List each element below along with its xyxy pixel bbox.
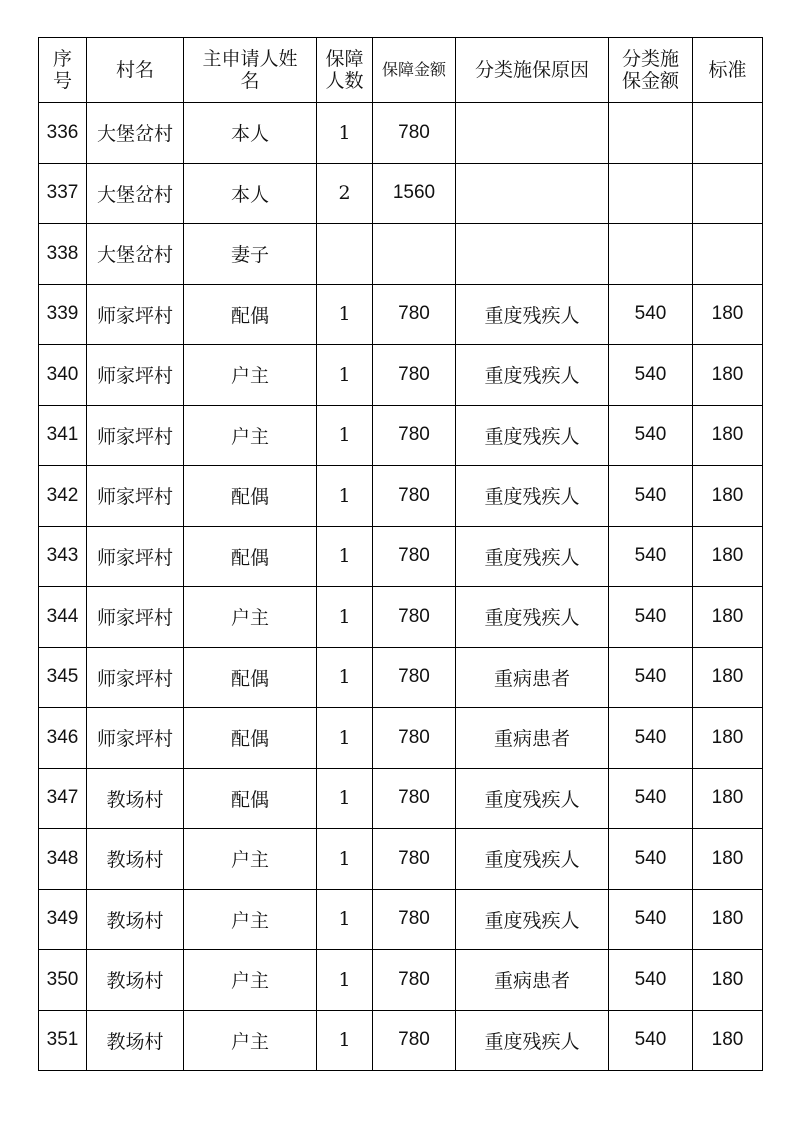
cell-applicant: 配偶 — [184, 708, 317, 769]
header-seq: 序号 — [39, 38, 87, 103]
table-row — [39, 466, 763, 527]
cell-seq: 340 — [39, 345, 87, 406]
table-row — [39, 1010, 763, 1071]
cell-reason: 重病患者 — [456, 708, 609, 769]
cell-class-amount: 540 — [609, 345, 693, 406]
cell-village: 教场村 — [87, 1010, 184, 1071]
cell-applicant: 妻子 — [184, 224, 317, 285]
cell-class-amount — [609, 224, 693, 285]
cell-applicant: 配偶 — [184, 768, 317, 829]
cell-class-amount — [609, 103, 693, 164]
cell-persons: 1 — [317, 950, 373, 1011]
table-row — [39, 708, 763, 769]
cell-standard: 180 — [693, 587, 763, 648]
table-row — [39, 405, 763, 466]
cell-seq: 345 — [39, 647, 87, 708]
cell-persons — [317, 224, 373, 285]
cell-standard — [693, 103, 763, 164]
table-row — [39, 950, 763, 1011]
cell-applicant: 户主 — [184, 587, 317, 648]
cell-village: 教场村 — [87, 829, 184, 890]
cell-persons: 1 — [317, 708, 373, 769]
cell-persons: 1 — [317, 466, 373, 527]
cell-applicant: 配偶 — [184, 526, 317, 587]
cell-standard: 180 — [693, 768, 763, 829]
cell-persons: 1 — [317, 768, 373, 829]
table-row — [39, 345, 763, 406]
cell-seq: 337 — [39, 163, 87, 224]
cell-seq: 339 — [39, 284, 87, 345]
cell-standard: 180 — [693, 950, 763, 1011]
cell-amount: 780 — [373, 1010, 456, 1071]
cell-applicant: 本人 — [184, 103, 317, 164]
cell-class-amount: 540 — [609, 587, 693, 648]
cell-applicant: 配偶 — [184, 647, 317, 708]
cell-seq: 346 — [39, 708, 87, 769]
cell-standard: 180 — [693, 526, 763, 587]
cell-class-amount: 540 — [609, 768, 693, 829]
header-village: 村名 — [87, 38, 184, 103]
cell-standard: 180 — [693, 829, 763, 890]
cell-persons: 1 — [317, 345, 373, 406]
cell-village: 师家坪村 — [87, 405, 184, 466]
cell-applicant: 户主 — [184, 405, 317, 466]
cell-class-amount: 540 — [609, 1010, 693, 1071]
cell-persons: 1 — [317, 1010, 373, 1071]
cell-village: 师家坪村 — [87, 708, 184, 769]
cell-seq: 341 — [39, 405, 87, 466]
cell-reason: 重度残疾人 — [456, 526, 609, 587]
header-reason: 分类施保原因 — [456, 38, 609, 103]
table-row — [39, 224, 763, 285]
cell-persons: 1 — [317, 405, 373, 466]
cell-applicant: 配偶 — [184, 284, 317, 345]
cell-seq: 338 — [39, 224, 87, 285]
cell-village: 师家坪村 — [87, 526, 184, 587]
subsidy-table — [38, 37, 763, 1071]
table-row — [39, 829, 763, 890]
cell-applicant: 本人 — [184, 163, 317, 224]
cell-amount: 780 — [373, 708, 456, 769]
cell-class-amount: 540 — [609, 284, 693, 345]
cell-applicant: 户主 — [184, 950, 317, 1011]
header-standard: 标准 — [693, 38, 763, 103]
table-row — [39, 587, 763, 648]
cell-persons: 1 — [317, 284, 373, 345]
cell-persons: 1 — [317, 829, 373, 890]
cell-amount: 780 — [373, 345, 456, 406]
cell-amount: 780 — [373, 889, 456, 950]
cell-class-amount: 540 — [609, 950, 693, 1011]
table-row — [39, 163, 763, 224]
table-row — [39, 889, 763, 950]
cell-village: 教场村 — [87, 768, 184, 829]
cell-amount: 780 — [373, 829, 456, 890]
header-row — [39, 38, 763, 103]
cell-standard: 180 — [693, 405, 763, 466]
cell-class-amount: 540 — [609, 466, 693, 527]
cell-village: 师家坪村 — [87, 647, 184, 708]
cell-reason: 重度残疾人 — [456, 768, 609, 829]
cell-village: 大堡岔村 — [87, 103, 184, 164]
cell-persons: 1 — [317, 647, 373, 708]
cell-reason — [456, 103, 609, 164]
cell-village: 师家坪村 — [87, 284, 184, 345]
header-class-amount: 分类施保金额 — [609, 38, 693, 103]
cell-village: 教场村 — [87, 950, 184, 1011]
header-applicant: 主申请人姓名 — [184, 38, 317, 103]
cell-amount: 780 — [373, 647, 456, 708]
cell-seq: 348 — [39, 829, 87, 890]
cell-standard: 180 — [693, 466, 763, 527]
header-persons: 保障人数 — [317, 38, 373, 103]
cell-reason: 重病患者 — [456, 950, 609, 1011]
cell-amount — [373, 224, 456, 285]
table-row — [39, 526, 763, 587]
cell-standard: 180 — [693, 647, 763, 708]
cell-village: 大堡岔村 — [87, 224, 184, 285]
cell-standard: 180 — [693, 1010, 763, 1071]
cell-seq: 351 — [39, 1010, 87, 1071]
table-row — [39, 768, 763, 829]
cell-class-amount: 540 — [609, 526, 693, 587]
cell-amount: 780 — [373, 466, 456, 527]
cell-standard: 180 — [693, 345, 763, 406]
cell-applicant: 户主 — [184, 829, 317, 890]
cell-persons: 1 — [317, 103, 373, 164]
cell-reason — [456, 163, 609, 224]
cell-village: 师家坪村 — [87, 345, 184, 406]
cell-amount: 1560 — [373, 163, 456, 224]
cell-applicant: 户主 — [184, 345, 317, 406]
cell-standard — [693, 163, 763, 224]
cell-class-amount: 540 — [609, 708, 693, 769]
cell-seq: 350 — [39, 950, 87, 1011]
cell-amount: 780 — [373, 587, 456, 648]
cell-reason: 重度残疾人 — [456, 1010, 609, 1071]
cell-amount: 780 — [373, 950, 456, 1011]
cell-reason: 重度残疾人 — [456, 587, 609, 648]
cell-reason: 重度残疾人 — [456, 345, 609, 406]
cell-applicant: 户主 — [184, 1010, 317, 1071]
cell-village: 师家坪村 — [87, 466, 184, 527]
cell-reason: 重度残疾人 — [456, 284, 609, 345]
cell-reason — [456, 224, 609, 285]
cell-amount: 780 — [373, 103, 456, 164]
cell-seq: 349 — [39, 889, 87, 950]
cell-amount: 780 — [373, 405, 456, 466]
cell-reason: 重度残疾人 — [456, 466, 609, 527]
cell-persons: 2 — [317, 163, 373, 224]
cell-class-amount — [609, 163, 693, 224]
cell-applicant: 户主 — [184, 889, 317, 950]
cell-amount: 780 — [373, 526, 456, 587]
cell-reason: 重病患者 — [456, 647, 609, 708]
cell-reason: 重度残疾人 — [456, 405, 609, 466]
cell-seq: 336 — [39, 103, 87, 164]
cell-class-amount: 540 — [609, 829, 693, 890]
cell-village: 教场村 — [87, 889, 184, 950]
cell-standard — [693, 224, 763, 285]
cell-standard: 180 — [693, 889, 763, 950]
cell-village: 师家坪村 — [87, 587, 184, 648]
cell-amount: 780 — [373, 284, 456, 345]
table-row — [39, 647, 763, 708]
cell-reason: 重度残疾人 — [456, 829, 609, 890]
header-amount: 保障金额 — [373, 38, 456, 103]
cell-class-amount: 540 — [609, 405, 693, 466]
cell-persons: 1 — [317, 526, 373, 587]
table-row — [39, 284, 763, 345]
cell-seq: 344 — [39, 587, 87, 648]
cell-village: 大堡岔村 — [87, 163, 184, 224]
cell-standard: 180 — [693, 284, 763, 345]
cell-seq: 342 — [39, 466, 87, 527]
table-row — [39, 103, 763, 164]
cell-seq: 347 — [39, 768, 87, 829]
cell-reason: 重度残疾人 — [456, 889, 609, 950]
cell-applicant: 配偶 — [184, 466, 317, 527]
cell-persons: 1 — [317, 587, 373, 648]
cell-seq: 343 — [39, 526, 87, 587]
cell-class-amount: 540 — [609, 647, 693, 708]
table-body — [39, 103, 763, 1071]
cell-standard: 180 — [693, 708, 763, 769]
cell-persons: 1 — [317, 889, 373, 950]
cell-amount: 780 — [373, 768, 456, 829]
cell-class-amount: 540 — [609, 889, 693, 950]
